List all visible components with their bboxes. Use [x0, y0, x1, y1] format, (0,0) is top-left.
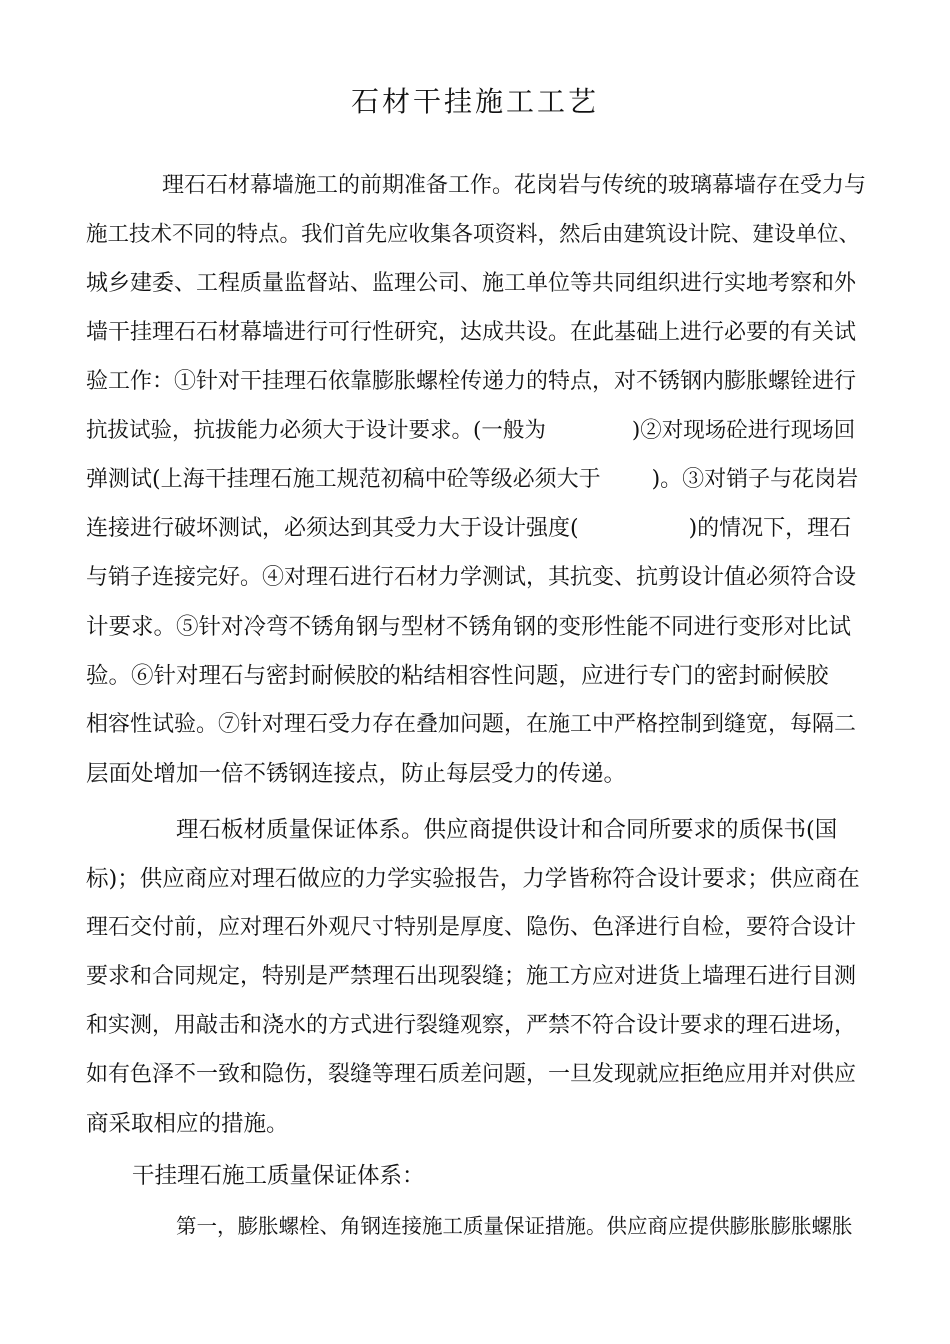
paragraph-line: 与销子连接完好。④对理石进行石材力学测试，其抗变、抗剪设计值必须符合设 — [86, 565, 857, 590]
paragraph-line: 城乡建委、工程质量监督站、监理公司、施工单位等共同组织进行实地考察和外 — [86, 271, 857, 296]
paragraph-line: 层面处增加一倍不锈钢连接点，防止每层受力的传递。 — [86, 761, 627, 787]
paragraph-line: 标)；供应商应对理石做应的力学实验报告，力学皆称符合设计要求；供应商在 — [86, 866, 860, 892]
paragraph-line: 和实测，用敲击和浇水的方式进行裂缝观察，严禁不符合设计要求的理石进场， — [86, 1013, 857, 1038]
paragraph-line: 弹测试(上海干挂理石施工规范初稿中砼等级必须大于 )。③对销子与花岗岩 — [86, 467, 859, 492]
paragraph-line: 理石板材质量保证体系。供应商提供设计和合同所要求的质保书(国 — [176, 817, 838, 843]
paragraph-line: 商采取相应的措施。 — [86, 1111, 289, 1137]
paragraph-line: 要求和合同规定，特别是严禁理石出现裂缝；施工方应对进货上墙理石进行目测 — [86, 964, 857, 989]
paragraph-line: 第一，膨胀螺栓、角钢连接施工质量保证措施。供应商应提供膨胀膨胀螺胀 — [176, 1214, 853, 1238]
paragraph-line: 相容性试验。⑦针对理石受力存在叠加问题，在施工中严格控制到缝宽，每隔二 — [86, 712, 857, 737]
paragraph-line: 连接进行破坏测试，必须达到其受力大于设计强度( )的情况下，理石 — [86, 516, 852, 541]
paragraph-line: 计要求。⑤针对冷弯不锈角钢与型材不锈角钢的变形性能不同进行变形对比试 — [86, 614, 852, 640]
paragraph-line: 验。⑥针对理石与密封耐候胶的粘结相容性问题，应进行专门的密封耐候胶 — [86, 663, 829, 689]
section-heading: 干挂理石施工质量保证体系： — [132, 1163, 425, 1189]
paragraph-line: 理石交付前，应对理石外观尺寸特别是厚度、隐伤、色泽进行自检，要符合设计 — [86, 915, 857, 940]
paragraph-line: 施工技术不同的特点。我们首先应收集各项资料，然后由建筑设计院、建设单位、 — [86, 222, 861, 247]
paragraph-line: 墙干挂理石石材幕墙进行可行性研究，达成共设。在此基础上进行必要的有关试 — [86, 320, 857, 345]
paragraph-line: 抗拔试验，抗拔能力必须大于设计要求。(一般为 )②对现场砼进行现场回 — [86, 418, 856, 443]
paragraph-line: 理石石材幕墙施工的前期准备工作。花岗岩与传统的玻璃幕墙存在受力与 — [162, 173, 867, 198]
paragraph-line: 验工作：①针对干挂理石依靠膨胀螺栓传递力的特点，对不锈钢内膨胀螺铨进行 — [86, 369, 857, 394]
document-title: 石材干挂施工工艺 — [350, 85, 599, 118]
paragraph-line: 如有色泽不一致和隐伤，裂缝等理石质差问题，一旦发现就应拒绝应用并对供应 — [86, 1062, 857, 1087]
